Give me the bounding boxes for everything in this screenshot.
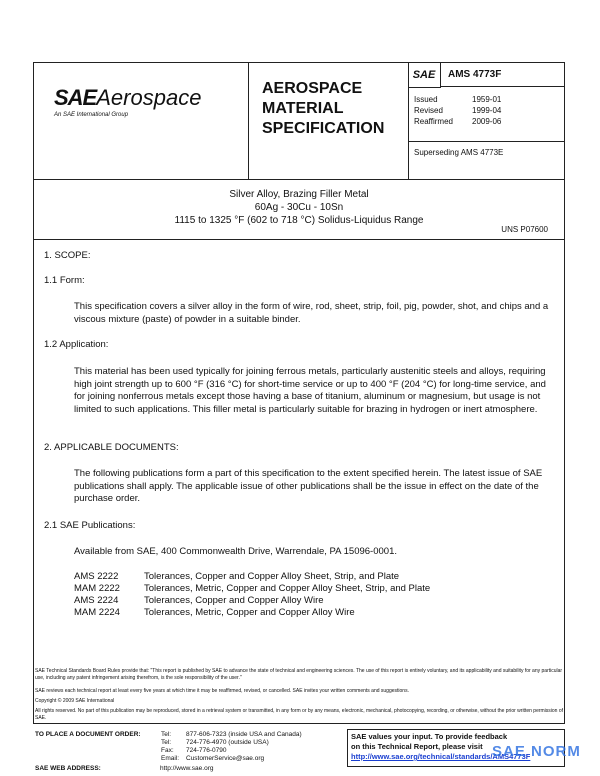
sae-mark: SAE (408, 63, 441, 88)
spec-type-line: AEROSPACE (262, 80, 363, 97)
date-value: 2009-06 (472, 117, 502, 126)
publication-code: AMS 2222 (74, 571, 119, 582)
spec-type-line: MATERIAL (262, 100, 344, 117)
paragraph: The following publications form a part of this specification to the extent specified herein. The latest issue of SAE publications shall apply. The applicable issue of other publications shall be the issue in effect on the date of the purchase order. (74, 468, 543, 504)
contact-key: Tel: (161, 739, 172, 746)
divider (34, 239, 564, 240)
spec-type-title (262, 79, 384, 139)
section-heading: 2. APPLICABLE DOCUMENTS: (44, 442, 179, 453)
review-notice: SAE reviews each technical report at least every five years at which time it may be reaffirmed, revised, or cancelled. SAE invites your written comments and suggestions. (35, 688, 409, 694)
logo-word: Aerospace (96, 85, 202, 110)
date-label: Reaffirmed (414, 117, 453, 126)
paragraph: Available from SAE, 400 Commonwealth Drive, Warrendale, PA 15096-0001. (74, 546, 397, 557)
contact-key: Email: (161, 755, 180, 762)
doc-number: AMS 4773F (440, 63, 564, 87)
web-label: SAE WEB ADDRESS: (35, 765, 101, 772)
date-row (414, 116, 501, 127)
date-row (414, 94, 501, 105)
order-label: TO PLACE A DOCUMENT ORDER: (35, 731, 141, 738)
contact-key: Fax: (161, 747, 174, 754)
contact-key: Tel: (161, 731, 172, 738)
title-line: 60Ag - 30Cu - 10Sn (254, 202, 344, 213)
date-table (414, 94, 501, 127)
legal-notice: SAE Technical Standards Board Rules provide that: "This report is published by SAE to advance the state of technical and engineering sciences. The use of this report is entirely voluntary, and its applicability and suitability for any particular use, including any patent infringement arising therefrom, is the sole responsibility of the user." (35, 668, 563, 681)
publication-title: Tolerances, Metric, Copper and Copper Alloy Sheet, Strip, and Plate (144, 583, 431, 594)
section-heading: 2.1 SAE Publications: (44, 520, 136, 531)
publication-code: MAM 2222 (74, 583, 120, 594)
date-label: Issued (414, 95, 438, 104)
publication-row (74, 583, 430, 596)
contact-email-link[interactable]: CustomerService@sae.org (186, 755, 265, 762)
date-row (414, 105, 501, 116)
contact-value: 724-776-4970 (outside USA) (186, 739, 269, 746)
title-line: Silver Alloy, Brazing Filler Metal (229, 189, 369, 200)
date-value: 1959-01 (472, 95, 502, 104)
date-value: 1999-04 (472, 106, 502, 115)
title-line: 1115 to 1325 °F (602 to 718 °C) Solidus-Liquidus Range (174, 215, 424, 226)
publication-title: Tolerances, Copper and Copper Alloy Sheet, Strip, and Plate (144, 571, 400, 582)
publication-code: MAM 2224 (74, 607, 120, 618)
publication-row (74, 607, 355, 620)
spec-type-cell (248, 63, 409, 179)
copyright: Copyright © 2009 SAE International (35, 698, 115, 704)
web-url-link[interactable]: http://www.sae.org (160, 765, 214, 772)
watermark: SAE NORM (492, 743, 581, 760)
publication-code: AMS 2224 (74, 595, 119, 606)
superseding-note: Superseding AMS 4773E (408, 141, 564, 157)
section-heading: 1.1 Form: (44, 275, 85, 286)
section-heading: 1.2 Application: (44, 339, 109, 350)
feedback-link[interactable]: http://www.sae.org/technical/standards/AMS4773F (351, 752, 531, 761)
contact-value: 877-606-7323 (inside USA and Canada) (186, 731, 302, 738)
publication-row (74, 595, 324, 608)
publication-title: Tolerances, Copper and Copper Alloy Wire (144, 595, 324, 606)
doc-info-cell (408, 63, 564, 179)
paragraph: This specification covers a silver alloy in the form of wire, rod, sheet, strip, foil, pig, powder, shot, and chips and a viscous mixture (paste) of powder in a suitable binder. (74, 301, 549, 325)
feedback-text: SAE values your input. To provide feedback (351, 732, 508, 741)
feedback-text: on this Technical Report, please visit (351, 742, 483, 751)
spec-type-line: SPECIFICATION (262, 120, 385, 137)
section-heading: 1. SCOPE: (44, 250, 91, 261)
publication-row (74, 571, 399, 584)
document-page (33, 62, 565, 724)
logo-cell (34, 63, 249, 179)
sae-aerospace-logo (54, 85, 201, 111)
spec-title-block (34, 179, 564, 227)
date-label: Revised (414, 106, 443, 115)
publication-title: Tolerances, Metric, Copper and Copper Alloy Wire (144, 607, 355, 618)
rights-notice: All rights reserved. No part of this publication may be reproduced, stored in a retrieval system or transmitted, in any form or by any means, electronic, mechanical, photocopying, recording, or otherwise, without the prior written permission of SAE. (35, 708, 564, 721)
logo-subtitle: An SAE International Group (54, 112, 129, 118)
contact-value: 724-776-0790 (186, 747, 227, 754)
logo-sae: SAE (54, 85, 97, 110)
paragraph: This material has been used typically for joining ferrous metals, particularly austenitic steels and alloys, requiring high joint strength up to 600 °F (316 °C) for short-time service or up to 400 °F (204 °C) for long-time service, and for joining nonferrous metals except those having a base of titanium, aluminum or magnesium, but usage is not limited to such applications. This filler metal is particularly suitable for brazing in hydrogen or inert atmosphere. (74, 366, 546, 415)
uns-number: UNS P07600 (501, 225, 548, 234)
